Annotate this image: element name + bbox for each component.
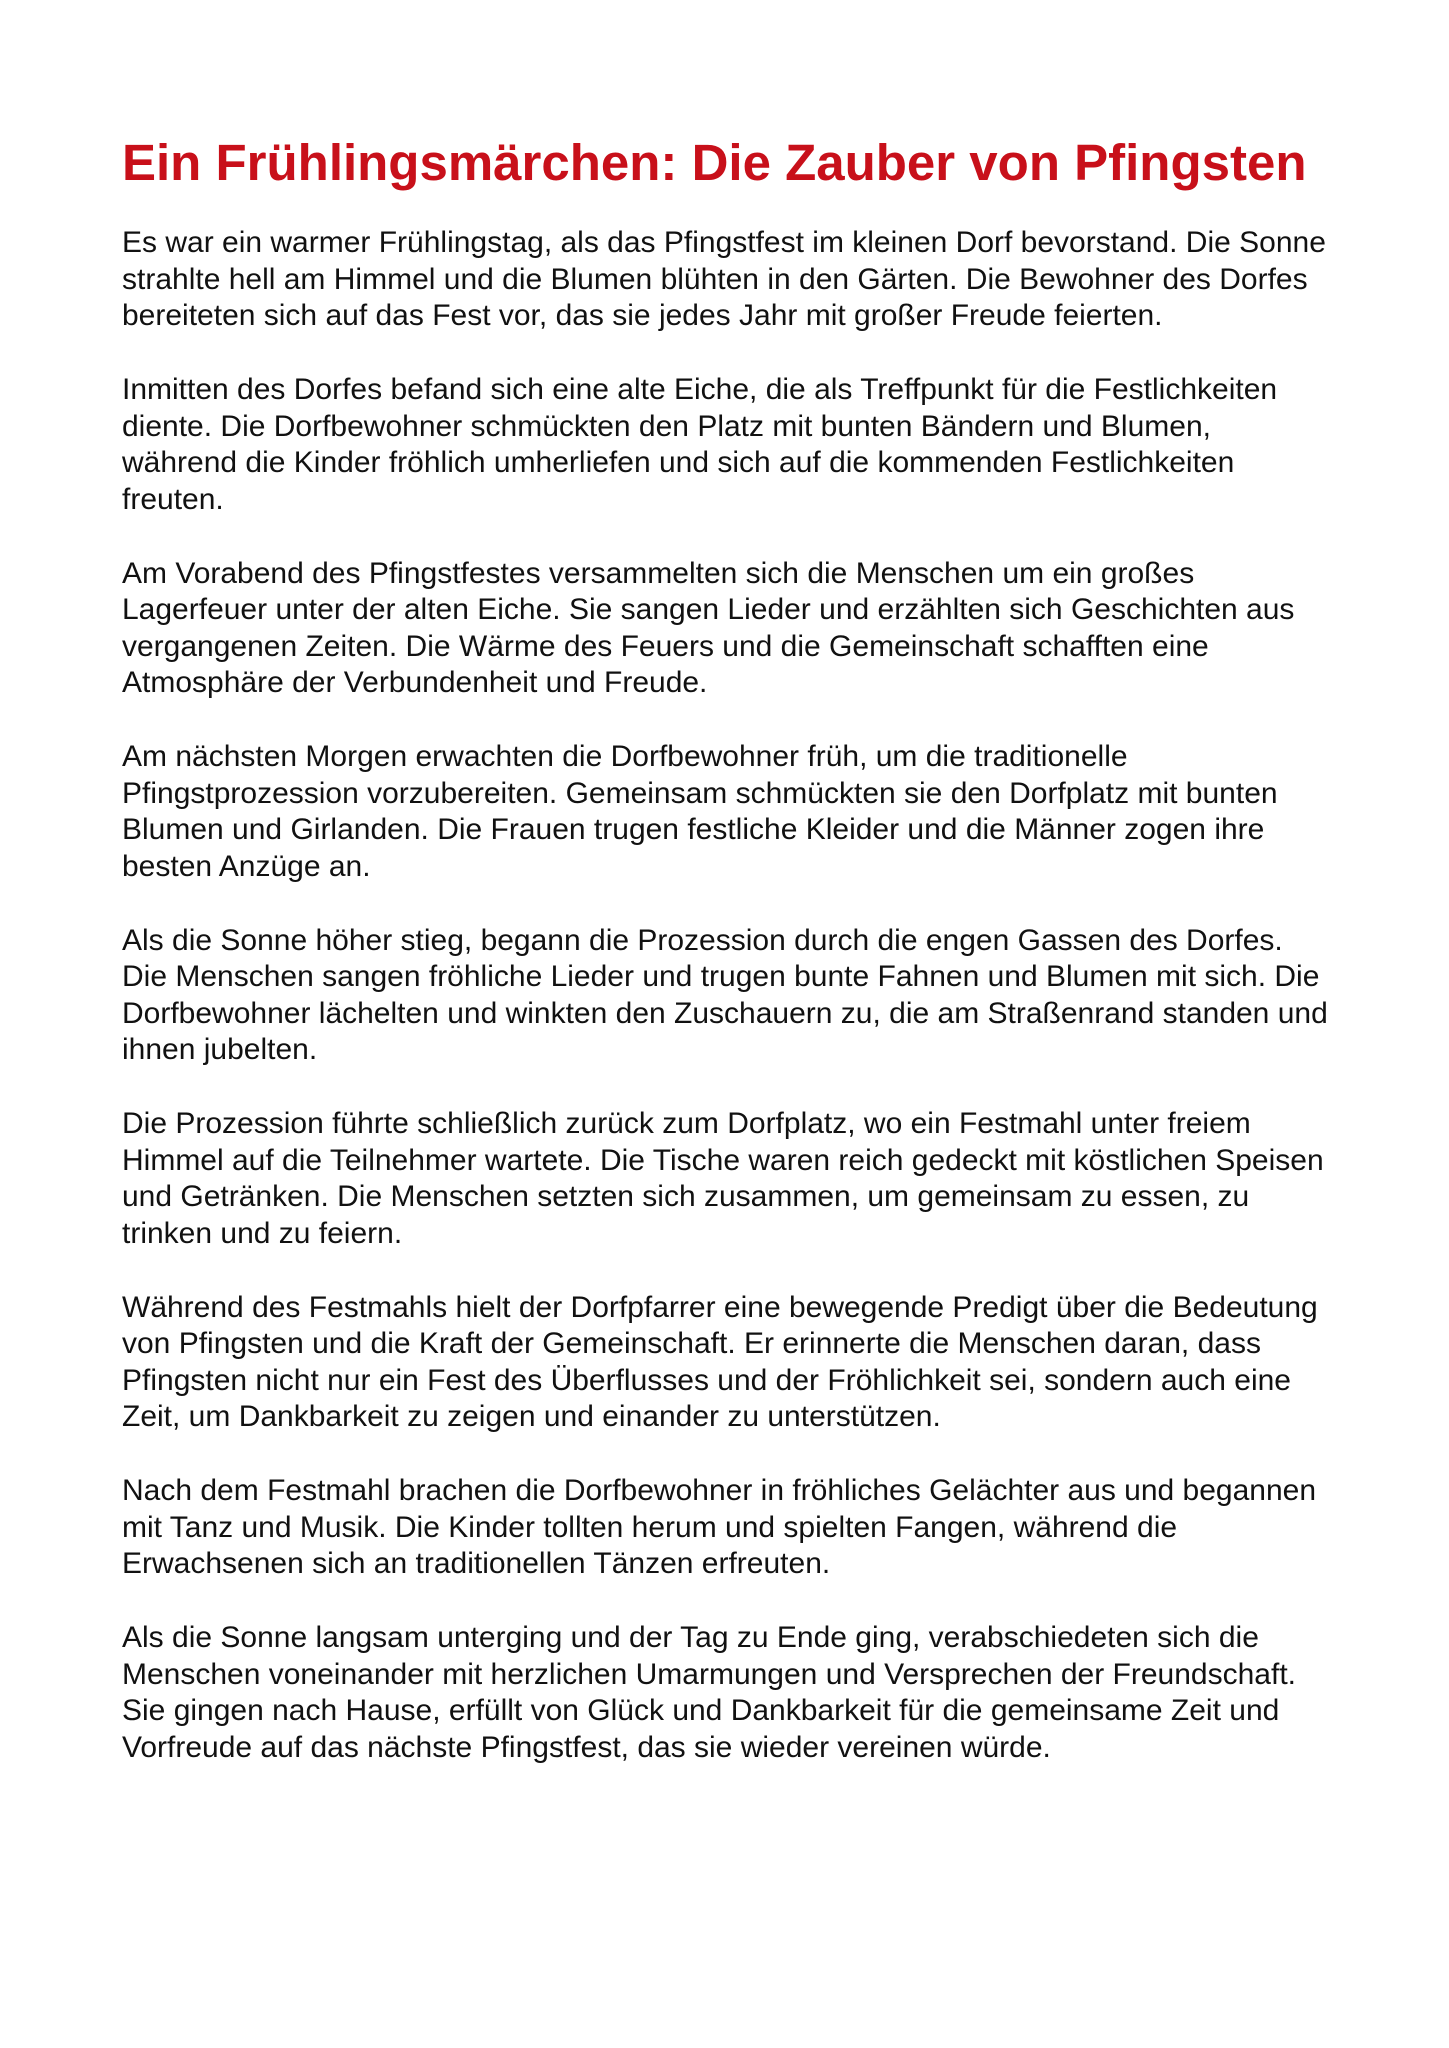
document-page [122, 132, 1332, 1804]
paragraph: Nach dem Festmahl brachen die Dorfbewohner in fröhliches Gelächter aus und begannen mit Tanz und Musik. Die Kinder tollten herum und spielten Fangen, während die Erwachsenen sich an traditionellen Tänzen erfreuten. [122, 1474, 1317, 1580]
document-body [122, 225, 1332, 1766]
paragraph: Es war ein warmer Frühlingstag, als das Pfingstfest im kleinen Dorf bevorstand. Die Sonne strahlte hell am Himmel und die Blumen blühten in den Gärten. Die Bewohner des Dorfes bereiteten sich auf das Fest vor, das sie jedes Jahr mit großer Freude feierten. [122, 226, 1326, 332]
paragraph: Als die Sonne langsam unterging und der Tag zu Ende ging, verabschiedeten sich die Menschen voneinander mit herzlichen Umarmungen und Versprechen der Freundschaft. Sie gingen nach Hause, erfüllt von Glück und Dankbarkeit für die gemeinsame Zeit und Vorfreude auf das nächste Pfingstfest, das sie wieder vereinen würde. [122, 1621, 1296, 1764]
paragraph: Am nächsten Morgen erwachten die Dorfbewohner früh, um die traditionelle Pfingstprozession vorzubereiten. Gemeinsam schmückten sie den Dorfplatz mit bunten Blumen und Girlanden. Die Frauen trugen festliche Kleider und die Männer zogen ihre besten Anzüge an. [122, 740, 1278, 883]
paragraph: Während des Festmahls hielt der Dorfpfarrer eine bewegende Predigt über die Bedeutung von Pfingsten und die Kraft der Gemeinschaft. Er erinnerte die Menschen daran, dass Pfingsten nicht nur ein Fest des Überflusses und der Fröhlichkeit sei, sondern auch eine Zeit, um Dankbarkeit zu zeigen und einander zu unterstützen. [122, 1290, 1318, 1433]
paragraph: Die Prozession führte schließlich zurück zum Dorfplatz, wo ein Festmahl unter freiem Himmel auf die Teilnehmer wartete. Die Tische waren reich gedeckt mit köstlichen Speisen und Getränken. Die Menschen setzten sich zusammen, um gemeinsam zu essen, zu trinken und zu feiern. [122, 1107, 1324, 1250]
paragraph: Inmitten des Dorfes befand sich eine alte Eiche, die als Treffpunkt für die Festlichkeiten diente. Die Dorfbewohner schmückten den Platz mit bunten Bändern und Blumen, während die Kinder fröhlich umherliefen und sich auf die kommenden Festlichkeiten freuten. [122, 373, 1278, 516]
paragraph: Am Vorabend des Pfingstfestes versammelten sich die Menschen um ein großes Lagerfeuer unter der alten Eiche. Sie sangen Lieder und erzählten sich Geschichten aus vergangenen Zeiten. Die Wärme des Feuers und die Gemeinschaft schafften eine Atmosphäre der Verbundenheit und Freude. [122, 556, 1295, 699]
paragraph: Als die Sonne höher stieg, begann die Prozession durch die engen Gassen des Dorfes. Die Menschen sangen fröhliche Lieder und trugen bunte Fahnen und Blumen mit sich. Die Dorfbewohner lächelten und winkten den Zuschauern zu, die am Straßenrand standen und ihnen jubelten. [122, 923, 1328, 1066]
document-title: Ein Frühlingsmärchen: Die Zauber von Pfingsten [122, 134, 1307, 191]
